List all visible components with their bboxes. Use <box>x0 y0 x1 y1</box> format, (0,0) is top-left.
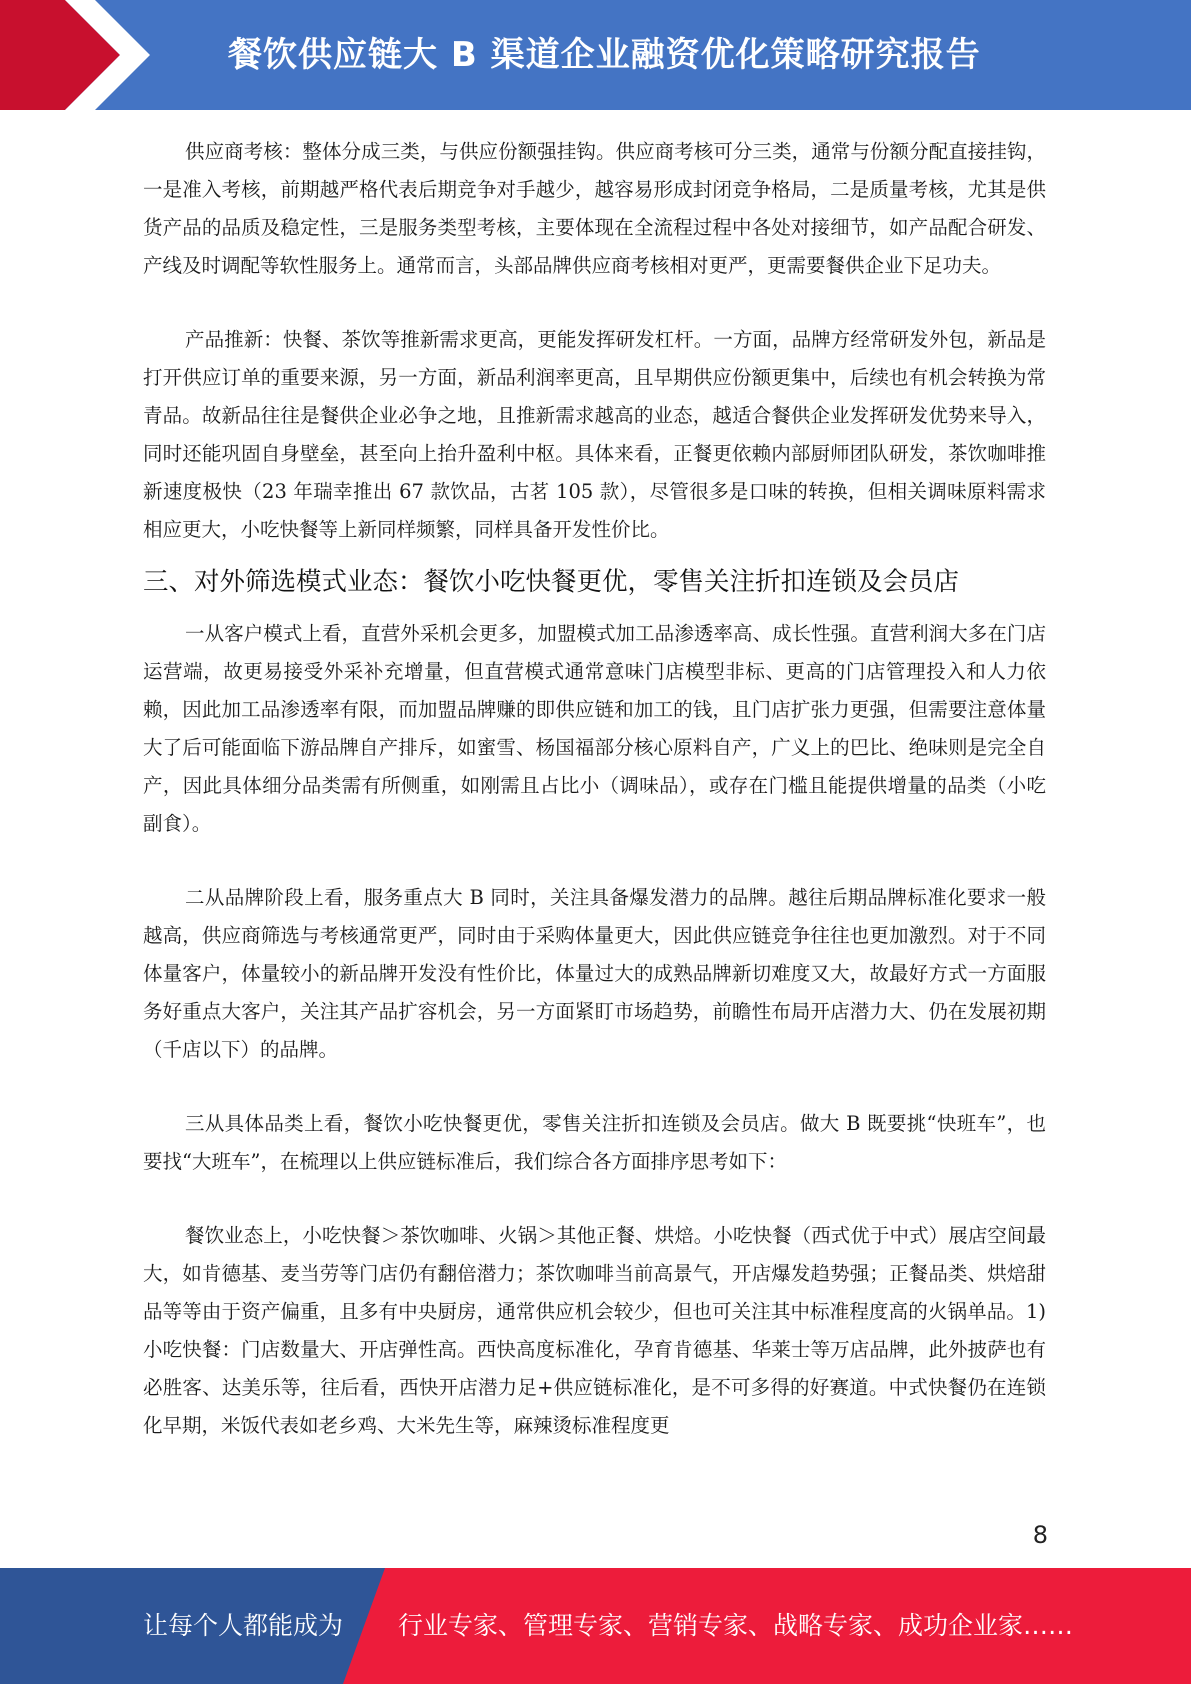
paragraph-customer-model: 一从客户模式上看，直营外采机会更多，加盟模式加工品渗透率高、成长性强。直营利润大多在门店运营端，故更易接受外采补充增量，但直营模式通常意味门店模型非标、更高的门店管理投入和人力依赖，因此加工品渗透率有限，而加盟品牌赚的即供应链和加工的钱，且门店扩张力更强，但需要注意体量大了后可能面临下游品牌自产排斥，如蜜雪、杨国福部分核心原料自产，广义上的巴比、绝味则是完全自产，因此具体细分品类需有所侧重，如刚需且占比小（调味品），或存在门槛且能提供增量的品类（小吃副食）。 <box>143 622 1046 835</box>
paragraph-catering-format: 餐饮业态上，小吃快餐＞茶饮咖啡、火锅＞其他正餐、烘焙。小吃快餐（西式优于中式）展店空间最大，如肯德基、麦当劳等门店仍有翻倍潜力；茶饮咖啡当前高景气，开店爆发趋势强；正餐品类、烘焙甜品等等由于资产偏重，且多有中央厨房，通常供应机会较少，但也可关注其中标准程度高的火锅单品。1)小吃快餐：门店数量大、开店弹性高。西快高度标准化，孕育肯德基、华莱士等万店品牌，此外披萨也有必胜客、达美乐等，往后看，西快开店潜力足+供应链标准化，是不可多得的好赛道。中式快餐仍在连锁化早期，米饭代表如老乡鸡、大米先生等，麻辣烫标准程度更 <box>143 1224 1046 1437</box>
paragraph-brand-stage: 二从品牌阶段上看，服务重点大 B 同时，关注具备爆发潜力的品牌。越往后期品牌标准化要求一般越高，供应商筛选与考核通常更严，同时由于采购体量更大，因此供应链竞争往往也更加激烈。对于不同体量客户，体量较小的新品牌开发没有性价比，体量过大的成熟品牌新切难度又大，故最好方式一方面服务好重点大客户，关注其产品扩容机会，另一方面紧盯市场趋势，前瞻性布局开店潜力大、仍在发展初期（千店以下）的品牌。 <box>143 886 1046 1061</box>
paragraph-category: 三从具体品类上看，餐饮小吃快餐更优，零售关注折扣连锁及会员店。做大 B 既要挑“快班车”，也要找“大班车”，在梳理以上供应链标准后，我们综合各方面排序思考如下： <box>143 1112 1046 1173</box>
report-title: 餐饮供应链大 B 渠道企业融资优化策略研究报告 <box>228 35 981 75</box>
section-heading: 三、对外筛选模式业态：餐饮小吃快餐更优，零售关注折扣连锁及会员店 <box>143 567 960 597</box>
paragraph-product-innovation: 产品推新：快餐、茶饮等推新需求更高，更能发挥研发杠杆。一方面，品牌方经常研发外包，新品是打开供应订单的重要来源，另一方面，新品利润率更高，且早期供应份额更集中，后续也有机会转换为常青品。故新品往往是餐供企业必争之地，且推新需求越高的业态，越适合餐供企业发挥研发优势来导入，同时还能巩固自身壁垒，甚至向上抬升盈利中枢。具体来看，正餐更依赖内部厨师团队研发，茶饮咖啡推新速度极快（23 年瑞幸推出 67 款饮品，古茗 105 款），尽管很多是口味的转换，但相关调味原料需求相应更大，小吃快餐等上新同样频繁，同样具备开发性价比。 <box>143 328 1046 541</box>
paragraph-supplier-assessment: 供应商考核：整体分成三类，与供应份额强挂钩。供应商考核可分三类，通常与份额分配直接挂钩，一是准入考核，前期越严格代表后期竞争对手越少，越容易形成封闭竞争格局，二是质量考核，尤其是供货产品的品质及稳定性，三是服务类型考核，主要体现在全流程过程中各处对接细节，如产品配合研发、产线及时调配等软性服务上。通常而言，头部品牌供应商考核相对更严，更需要餐供企业下足功夫。 <box>143 140 1046 277</box>
document-body <box>143 133 1046 1445</box>
page-footer <box>0 1568 1191 1684</box>
footer-slogan-right: 行业专家、管理专家、营销专家、战略专家、成功企业家…… <box>398 1611 1074 1640</box>
page-header <box>0 0 1191 110</box>
footer-slogan-left: 让每个人都能成为 <box>143 1611 344 1640</box>
page-number: 8 <box>1032 1521 1048 1549</box>
